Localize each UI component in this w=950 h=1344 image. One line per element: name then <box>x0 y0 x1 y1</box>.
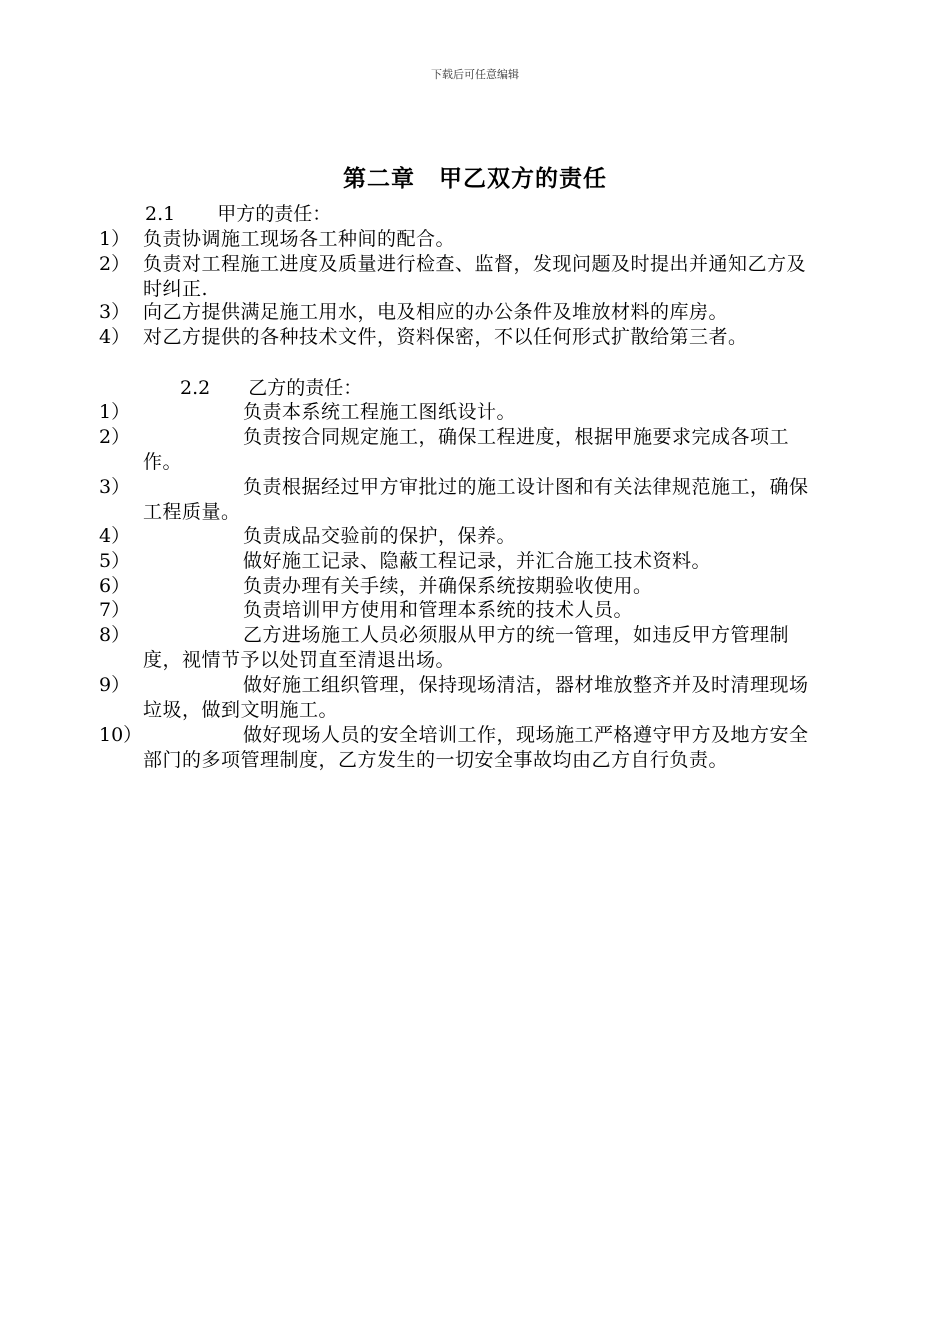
chapter-title: 第二章 甲乙双方的责任 <box>343 165 607 192</box>
item-number: 5） <box>99 550 131 572</box>
item-text: 负责根据经过甲方审批过的施工设计图和有关法律规范施工，确保工程质量。 <box>143 476 809 523</box>
item-number: 6） <box>99 575 131 597</box>
section-title: 甲方的责任： <box>217 203 332 225</box>
item-number: 4） <box>99 326 131 348</box>
item-number: 4） <box>99 525 131 547</box>
item-number: 3） <box>99 301 131 323</box>
item-text: 做好施工组织管理，保持现场清洁，器材堆放整齐并及时清理现场垃圾，做到文明施工。 <box>143 674 809 721</box>
item-number: 2） <box>99 253 131 275</box>
item-number: 1） <box>99 401 131 423</box>
item-text: 负责对工程施工进度及质量进行检查、监督，发现问题及时提出并通知乙方及时纠正. <box>143 253 807 300</box>
item-text: 负责按合同规定施工，确保工程进度，根据甲施要求完成各项工作。 <box>143 426 790 473</box>
item-text: 负责本系统工程施工图纸设计。 <box>243 401 517 423</box>
item-number: 8） <box>99 624 131 646</box>
item-number: 7） <box>99 599 131 621</box>
section-number: 2.2 <box>180 377 211 399</box>
item-number: 3） <box>99 476 131 498</box>
item-text: 负责培训甲方使用和管理本系统的技术人员。 <box>243 599 634 621</box>
item-text: 负责协调施工现场各工种间的配合。 <box>143 228 456 250</box>
section-number: 2.1 <box>145 203 176 225</box>
item-text: 做好施工记录、隐蔽工程记录，并汇合施工技术资料。 <box>243 550 712 572</box>
item-text: 负责办理有关手续，并确保系统按期验收使用。 <box>243 575 653 597</box>
header-note: 下载后可任意编辑 <box>431 68 519 81</box>
item-text: 对乙方提供的各种技术文件，资料保密，不以任何形式扩散给第三者。 <box>143 326 748 348</box>
item-number: 1） <box>99 228 131 250</box>
item-text: 做好现场人员的安全培训工作，现场施工严格遵守甲方及地方安全部门的多项管理制度，乙方发生的一切安全事故均由乙方自行负责。 <box>143 724 809 771</box>
section-title: 乙方的责任： <box>248 377 363 399</box>
section-heading-party-a <box>145 202 331 227</box>
item-text: 负责成品交验前的保护，保养。 <box>243 525 517 547</box>
item-number: 9） <box>99 674 131 696</box>
item-number: 2） <box>99 426 131 448</box>
item-number: 10） <box>99 724 143 746</box>
item-text: 向乙方提供满足施工用水，电及相应的办公条件及堆放材料的库房。 <box>143 301 729 323</box>
section-heading-party-b <box>180 376 362 401</box>
item-text: 乙方进场施工人员必须服从甲方的统一管理，如违反甲方管理制度，视情节予以处罚直至清退出场。 <box>143 624 790 671</box>
